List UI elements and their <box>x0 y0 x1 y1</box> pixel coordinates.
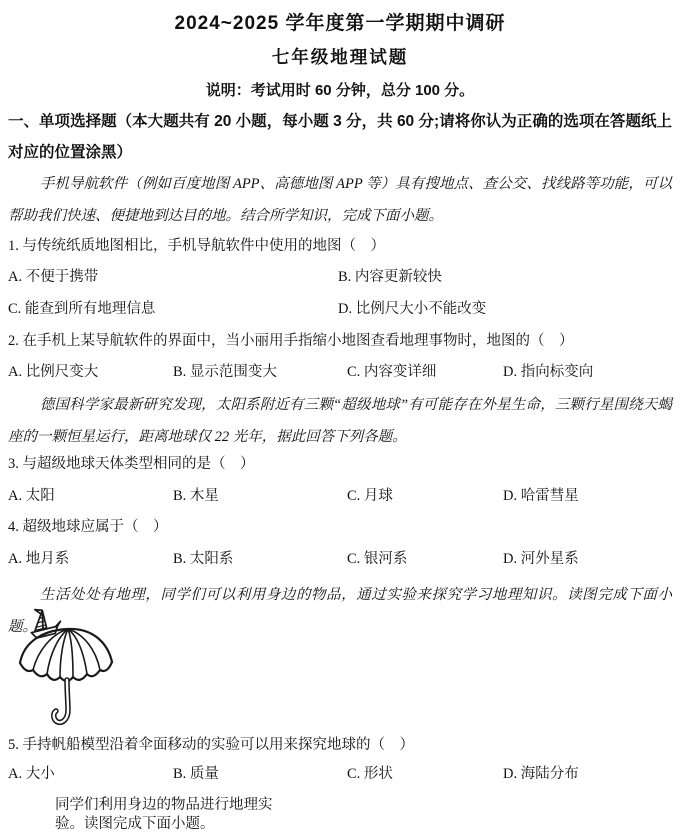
question-4-option-b: B. 太阳系 <box>173 551 234 567</box>
question-4-option-d: D. 河外星系 <box>503 551 579 567</box>
cropped-bottom-text-line: 同学们利用身边的物品进行地理实验。读图完成下面小题。 <box>55 797 273 832</box>
question-4-option-a: A. 地月系 <box>8 551 70 567</box>
question-2-stem: 2. 在手机上某导航软件的界面中，当小丽用手指缩小地图查看地理事物时，地图的（ ） <box>8 333 574 349</box>
question-2-option-d: D. 指向标变向 <box>503 364 594 380</box>
question-2-option-b: B. 显示范围变大 <box>173 364 277 380</box>
question-5-option-b: B. 质量 <box>173 766 219 782</box>
question-3-option-d: D. 哈雷彗星 <box>503 488 579 504</box>
question-3-options-row <box>8 487 672 506</box>
question-4-options-row <box>8 550 672 569</box>
question-3-option-c: C. 月球 <box>347 488 393 504</box>
question-1-option-b: B. 内容更新较快 <box>338 269 442 285</box>
question-2-options-row <box>8 363 672 382</box>
question-5-option-c: C. 形状 <box>347 766 393 782</box>
umbrella-sailboat-figure <box>12 604 142 734</box>
question-1-option-c: C. 能查到所有地理信息 <box>8 301 156 317</box>
passage-experiment: 生活处处有地理，同学们可以利用身边的物品，通过实验来探究学习地理知识。读图完成下面小题。 <box>8 587 672 635</box>
question-2-option-c: C. 内容变详细 <box>347 364 437 380</box>
question-5-option-d: D. 海陆分布 <box>503 766 579 782</box>
question-1-options-row-2 <box>8 300 672 319</box>
question-5-options-row <box>8 765 672 784</box>
question-1-option-d: D. 比例尺大小不能改变 <box>338 301 487 317</box>
question-5-option-a: A. 大小 <box>8 766 55 782</box>
umbrella-sailboat-illustration <box>12 604 142 734</box>
question-1-stem: 1. 与传统纸质地图相比，手机导航软件中使用的地图（ ） <box>8 238 385 254</box>
passage-navigation-apps: 手机导航软件（例如百度地图 APP、高德地图 APP 等）具有搜地点、查公交、找线路等功能，可以帮助我们快速、便捷地到达目的地。结合所学知识，完成下面小题。 <box>8 176 672 224</box>
question-3-option-a: A. 太阳 <box>8 488 55 504</box>
question-2-option-a: A. 比例尺变大 <box>8 364 99 380</box>
passage-super-earth: 德国科学家最新研究发现，太阳系附近有三颗“超级地球”有可能存在外星生命，三颗行星围绕天蝎座的一颗恒星运行，距离地球仅 22 光年，据此回答下列各题。 <box>8 397 672 445</box>
question-3-stem: 3. 与超级地球天体类型相同的是（ ） <box>8 456 255 472</box>
paper-title: 2024~2025 学年度第一学期期中调研 <box>174 13 506 34</box>
question-4-stem: 4. 超级地球应属于（ ） <box>8 519 168 535</box>
question-1-option-a: A. 不便于携带 <box>8 269 99 285</box>
exam-instructions-note: 说明：考试用时 60 分钟，总分 100 分。 <box>205 82 475 99</box>
paper-subtitle: 七年级地理试题 <box>271 47 409 67</box>
question-3-option-b: B. 木星 <box>173 488 219 504</box>
question-5-stem: 5. 手持帆船模型沿着伞面移动的实验可以用来探究地球的（ ） <box>8 737 414 753</box>
section-one-heading: 一、单项选择题（本大题共有 20 小题，每小题 3 分，共 60 分;请将你认为正确的选项在答题纸上对应的位置涂黑） <box>8 113 672 161</box>
question-4-option-c: C. 银河系 <box>347 551 408 567</box>
question-1-options-row-1 <box>8 268 672 287</box>
